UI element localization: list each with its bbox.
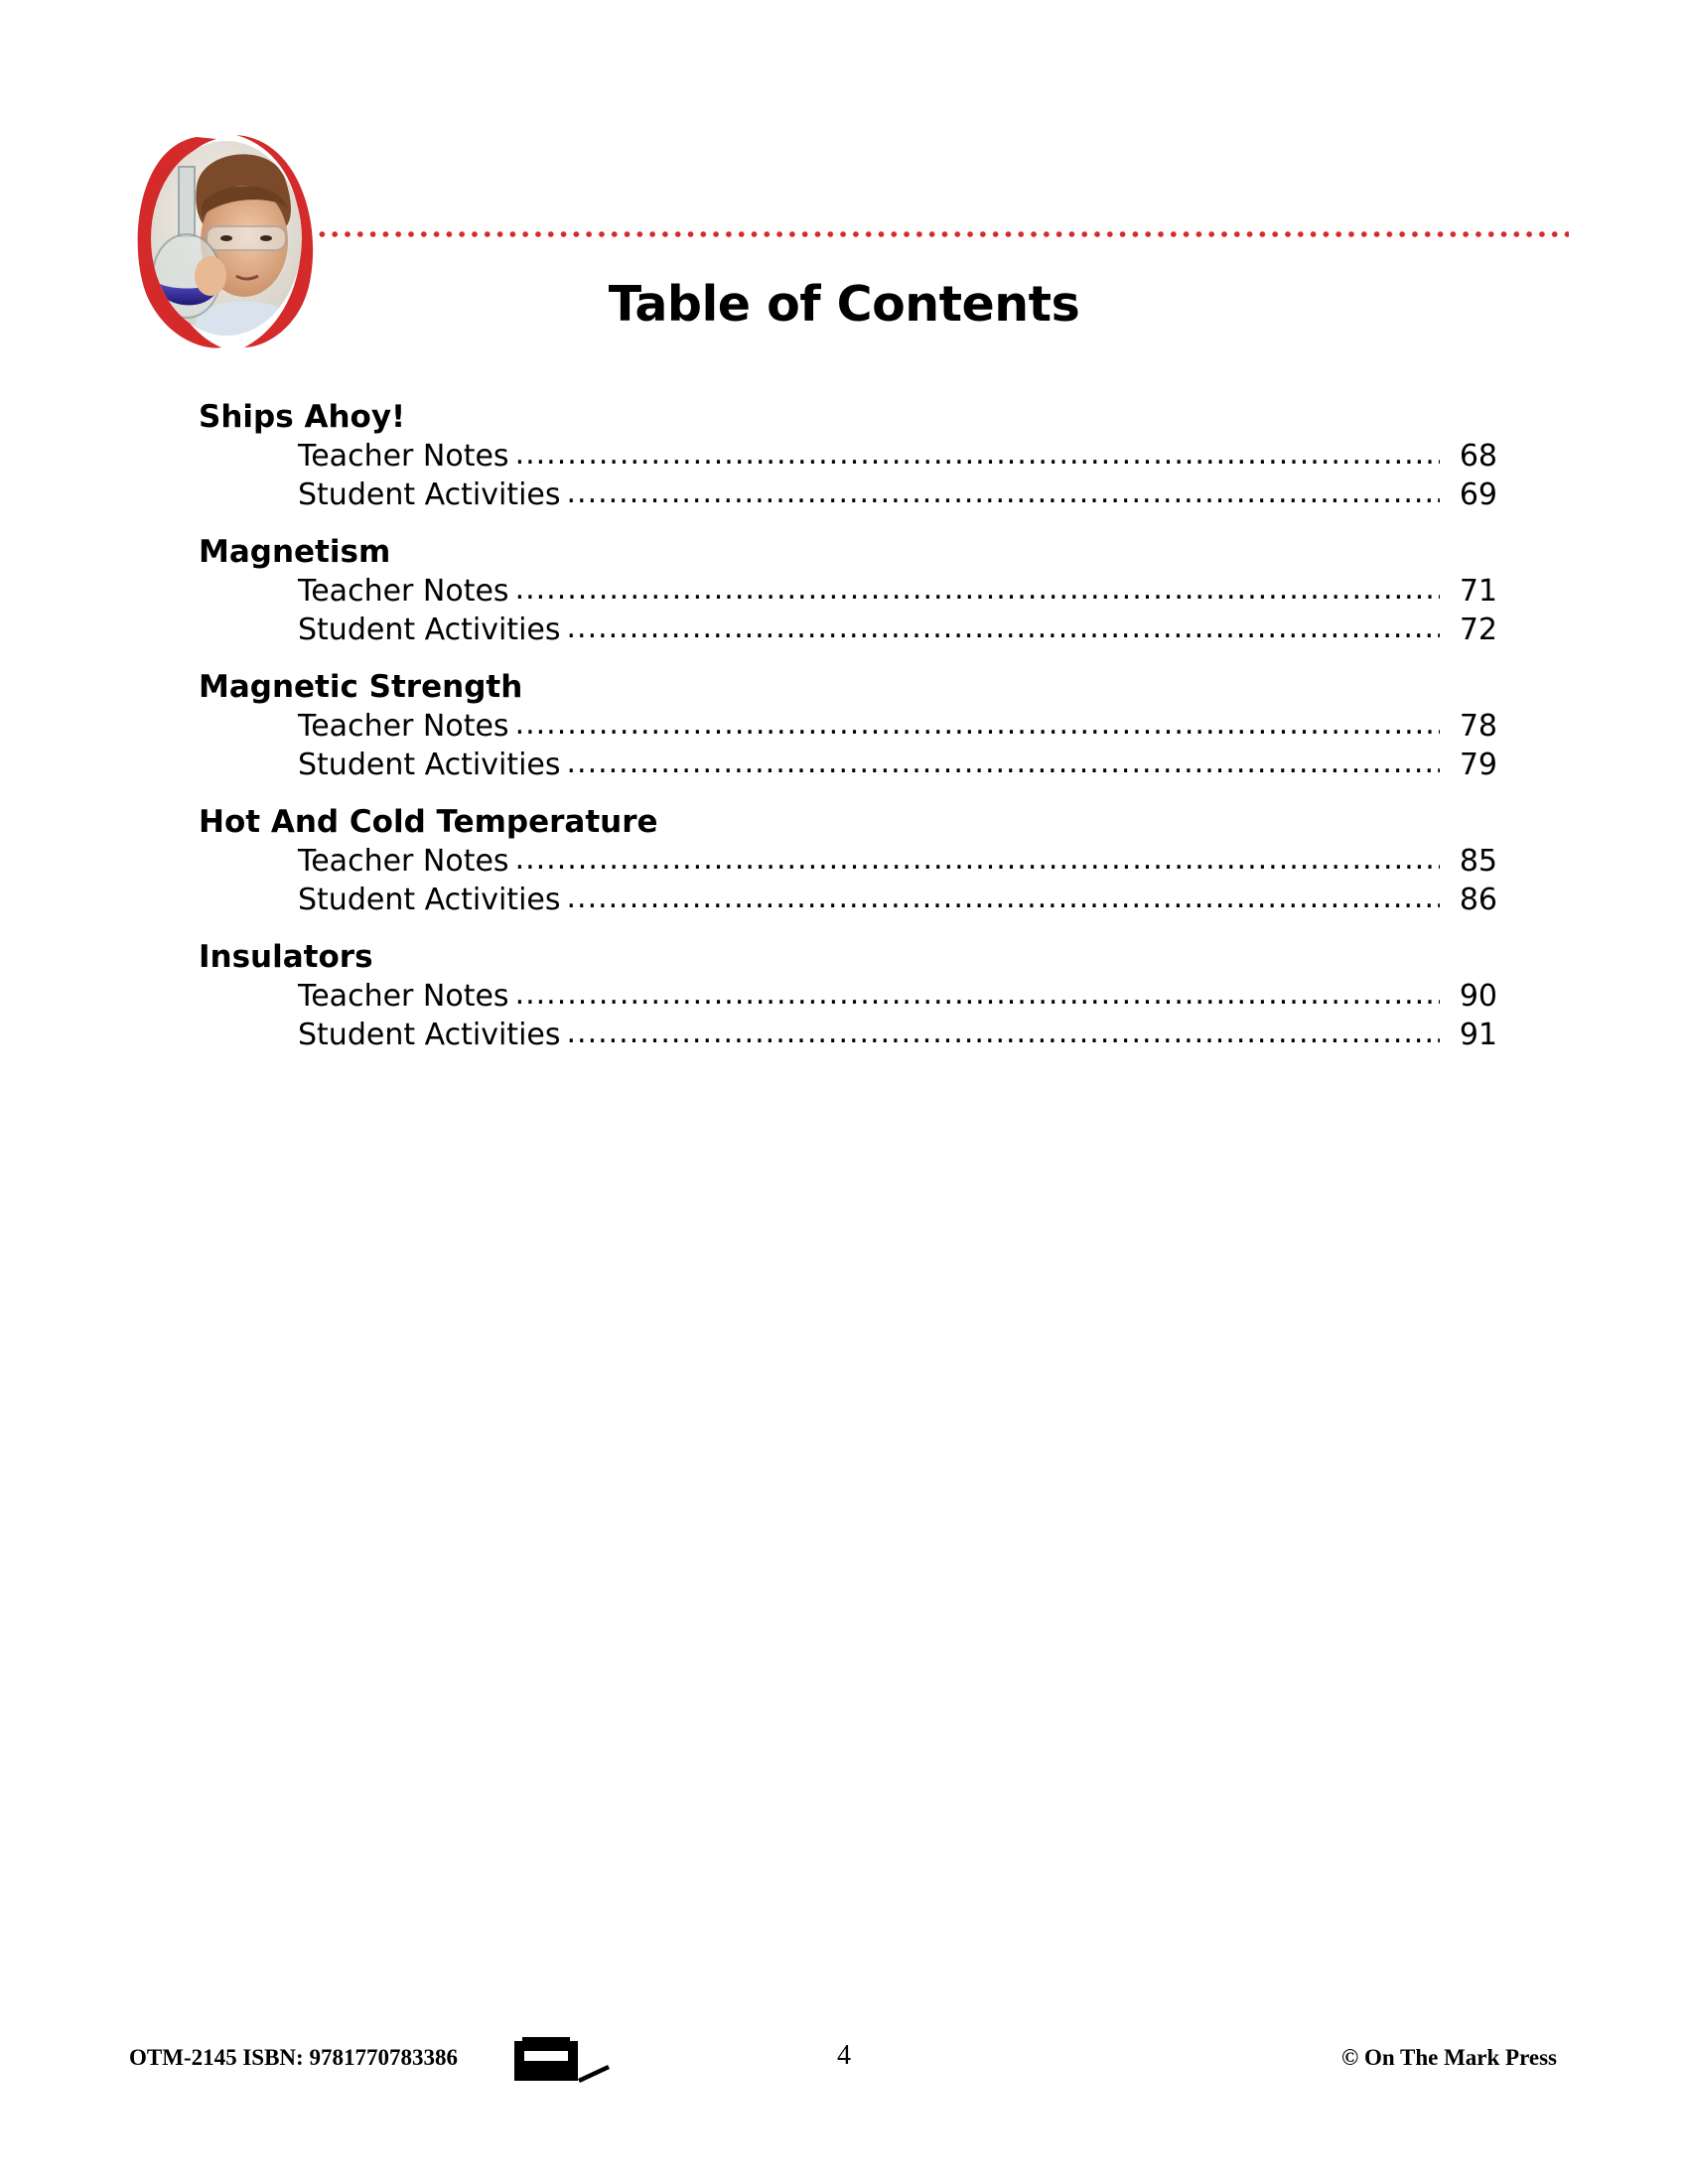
entry-page-number: 86 <box>1459 883 1497 917</box>
toc-entry[interactable] <box>298 842 1497 881</box>
section-title: Ships Ahoy! <box>199 399 406 435</box>
section-title: Hot And Cold Temperature <box>199 804 658 840</box>
entry-label: Student Activities <box>298 748 561 782</box>
entry-label: Teacher Notes <box>298 709 509 744</box>
table-of-contents <box>199 397 1497 1072</box>
section-title: Magnetism <box>199 534 391 570</box>
entry-page-number: 78 <box>1459 709 1497 744</box>
footer-copyright: © On The Mark Press <box>1341 2045 1557 2070</box>
entry-page-number: 79 <box>1459 748 1497 782</box>
toc-entry[interactable] <box>298 881 1497 919</box>
dot-leader <box>567 474 1441 512</box>
dot-leader <box>567 879 1441 917</box>
toc-section <box>199 667 1497 784</box>
dot-leader <box>515 435 1440 474</box>
entry-label: Student Activities <box>298 1018 561 1052</box>
entry-label: Teacher Notes <box>298 439 509 474</box>
dot-leader <box>567 609 1441 647</box>
toc-section <box>199 397 1497 514</box>
entry-label: Teacher Notes <box>298 979 509 1014</box>
toc-entry[interactable] <box>298 611 1497 649</box>
entry-page-number: 72 <box>1459 613 1497 647</box>
entry-label: Student Activities <box>298 883 561 917</box>
header-dotted-rule <box>316 230 1569 238</box>
page-number: 4 <box>837 2040 851 2071</box>
toc-entry[interactable] <box>298 437 1497 476</box>
dot-leader <box>515 975 1440 1014</box>
toc-section <box>199 532 1497 649</box>
entry-page-number: 91 <box>1459 1018 1497 1052</box>
entry-page-number: 69 <box>1459 478 1497 512</box>
page-title: Table of Contents <box>608 276 1080 333</box>
entry-label: Teacher Notes <box>298 574 509 609</box>
toc-entry[interactable] <box>298 977 1497 1016</box>
entry-page-number: 68 <box>1459 439 1497 474</box>
entry-page-number: 85 <box>1459 844 1497 879</box>
entry-label: Teacher Notes <box>298 844 509 879</box>
dot-leader <box>567 1014 1441 1052</box>
toc-entry[interactable] <box>298 1016 1497 1054</box>
dot-leader <box>515 705 1440 744</box>
dot-leader <box>515 840 1440 879</box>
entry-page-number: 71 <box>1459 574 1497 609</box>
footer-catalog-isbn: OTM-2145 ISBN: 9781770783386 <box>129 2045 458 2070</box>
toc-entry[interactable] <box>298 707 1497 746</box>
section-title: Insulators <box>199 939 373 975</box>
dot-leader <box>515 570 1440 609</box>
section-title: Magnetic Strength <box>199 669 523 705</box>
toc-entry[interactable] <box>298 746 1497 784</box>
dot-leader <box>567 744 1441 782</box>
toc-section <box>199 802 1497 919</box>
toc-entry[interactable] <box>298 572 1497 611</box>
entry-label: Student Activities <box>298 478 561 512</box>
toc-section <box>199 937 1497 1054</box>
entry-label: Student Activities <box>298 613 561 647</box>
entry-page-number: 90 <box>1459 979 1497 1014</box>
toc-entry[interactable] <box>298 476 1497 514</box>
